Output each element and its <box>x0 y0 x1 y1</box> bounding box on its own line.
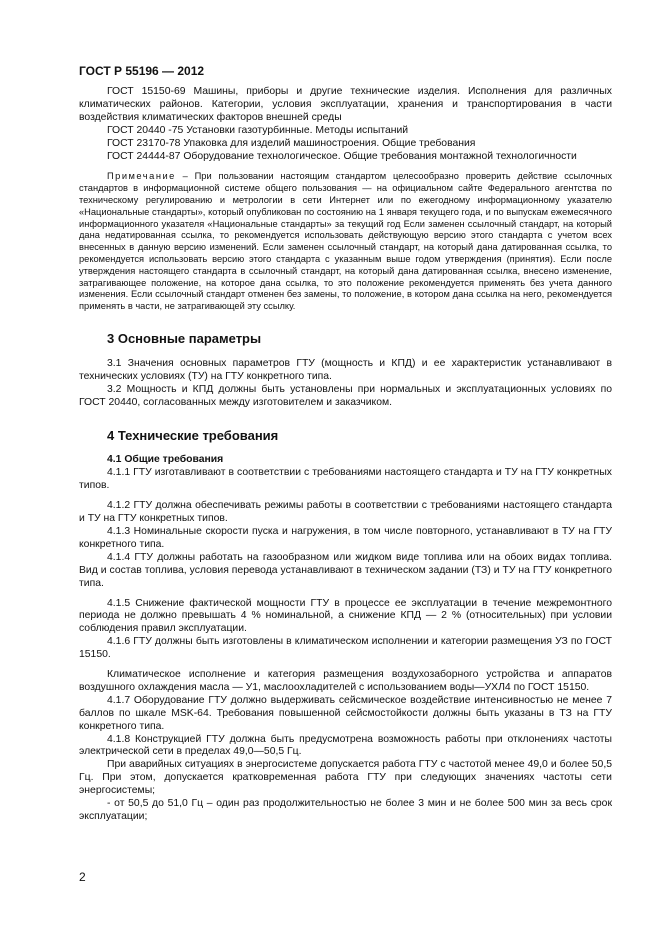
section-3-paragraph: 3.2 Мощность и КПД должны быть установлены при нормальных и эксплуатационных условиях по ГОСТ 20440, согласованных между изготовителем и заказчиком. <box>79 383 612 408</box>
normative-references <box>79 86 612 163</box>
document-header: ГОСТ Р 55196 — 2012 <box>79 64 205 78</box>
requirement-paragraph: 4.1.5 Снижение фактической мощности ГТУ в процессе ее эксплуатации в течение межремонтного периода не должно превышать 4 % номинальной, а снижение КПД — 2 % (относительных) при условии соблюдения правил эксплуатации. <box>79 597 612 635</box>
section-4-1-title: 4.1 Общие требования <box>107 454 224 466</box>
section-4-title: 4 Технические требования <box>107 427 279 443</box>
requirement-paragraph: 4.1.4 ГТУ должны работать на газообразном или жидком виде топлива или на обоих видах топлива. Вид и состав топлива, условия перевода устанавливают в техническом задании (ТЗ) и ТУ на ГТУ конкретного типа. <box>79 551 612 589</box>
requirement-paragraph: 4.1.6 ГТУ должны быть изготовлены в климатическом исполнении и категории размещения УЗ по ГОСТ 15150. <box>79 636 612 661</box>
document-body <box>79 86 612 824</box>
requirement-paragraph: - от 50,5 до 51,0 Гц – один раз продолжительностью не более 3 мин и не более 500 мин за весь срок эксплуатации; <box>79 798 612 822</box>
reference-item: ГОСТ 20440 -75 Установки газотурбинные. Методы испытаний <box>107 124 409 136</box>
section-3-title: 3 Основные параметры <box>107 331 262 346</box>
requirement-paragraph: Климатическое исполнение и категория размещения воздухозаборного устройства и аппаратов воздушного охлаждения масла — У1, маслоохладителей с использованием воды—УХЛ4 по ГОСТ 15150. <box>79 669 612 693</box>
note-label: Примечание <box>107 171 176 182</box>
note-paragraph <box>79 171 612 313</box>
requirement-paragraph: 4.1.7 Оборудование ГТУ должно выдерживать сейсмическое воздействие интенсивностью не менее 7 баллов по шкале MSK-64. Требования повышенной сейсмостойкости должны быть указаны в ТЗ на ГТУ конкретного типа. <box>79 694 612 732</box>
note-text: – При пользовании настоящим стандартом целесообразно проверить действие ссылочных стандартов в информационной системе общего пользования — на официальном сайте Федерального агентства по техническому регулированию и метрологии в сети Интернет или по ежегодному информационному указателю «Национальные стандарты», который опубликован по состоянию на 1 января текущего года, и по выпускам ежемесячного информационного указателя «Национальные стандарты» за текущий год Если заменен ссылочный стандарт, на который дана недатированная ссылка, то рекомендуется использовать действующую версию этого стандарта с учетом всех внесенных в данную версию изменений. Если заменен ссылочный стандарт, на который дана датированная ссылка, то рекомендуется использовать версию этого стандарта с указанным выше годом утверждения (принятия). Если после утверждения настоящего стандарта в ссылочный стандарт, на который дана датированная ссылка, внесено изменение, затрагивающее положение, на которое дана ссылка, то это положение рекомендуется применять без учета данного изменения. Если ссылочный стандарт отменен без замены, то положение, в котором дана ссылка на него, рекомендуется применять в части, не затрагивающей эту ссылку. <box>79 171 612 312</box>
requirement-paragraph: При аварийных ситуациях в энергосистеме допускается работа ГТУ с частотой менее 49,0 и более 50,5 Гц. При этом, допускается кратковременная работа ГТУ при следующих значениях частоты сети энергосистемы; <box>79 759 612 797</box>
requirement-paragraph: 4.1.1 ГТУ изготавливают в соответствии с требованиями настоящего стандарта и ТУ на ГТУ конкретных типов. <box>79 467 612 492</box>
page-number: 2 <box>79 870 86 884</box>
reference-item: ГОСТ 23170-78 Упаковка для изделий машиностроения. Общие требования <box>107 137 476 149</box>
requirement-paragraph: 4.1.3 Номинальные скорости пуска и нагружения, в том числе повторного, устанавливают в ТУ на ГТУ конкретного типа. <box>79 525 612 550</box>
reference-item: ГОСТ 24444-87 Оборудование технологическое. Общие требования монтажной технологичности <box>107 150 577 162</box>
reference-item: ГОСТ 15150-69 Машины, приборы и другие технические изделия. Исполнения для различных климатических районов. Категории, условия эксплуатации, хранения и транспортирования в части воздействия климатических факторов внешней среды <box>79 86 612 123</box>
requirement-paragraph: 4.1.2 ГТУ должна обеспечивать режимы работы в соответствии с требованиями настоящего стандарта и ТУ на ГТУ конкретных типов. <box>79 500 612 525</box>
section-3-paragraph: 3.1 Значения основных параметров ГТУ (мощность и КПД) и ее характеристик устанавливают в технических условиях (ТУ) на ГТУ конкретного типа. <box>79 357 612 382</box>
requirement-paragraph: 4.1.8 Конструкцией ГТУ должна быть предусмотрена возможность работы при отклонениях частоты электрической сети в пределах 49,0—50,5 Гц. <box>79 733 612 758</box>
